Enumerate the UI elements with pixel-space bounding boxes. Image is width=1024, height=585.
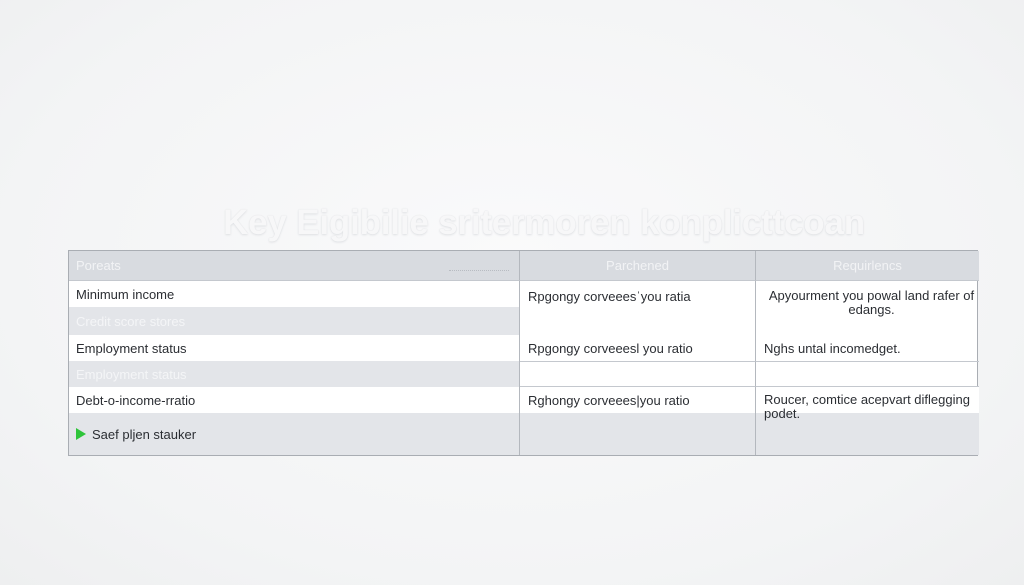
table-row-criterion: Debt-o-income-rratio <box>69 387 520 413</box>
table-row-value-empty <box>520 361 756 387</box>
table-row-value: Rghongy corveees|you ratio <box>520 387 755 413</box>
table-header-label: Parchened <box>606 258 669 273</box>
table-row-requirement: Roucer, comtice acepvart diflegging podet. <box>756 387 979 455</box>
table-header-label: Requirlencs <box>833 258 902 273</box>
table-row-value: Rpgongy corveeesl you ratio <box>520 335 756 361</box>
table-row-value-block <box>520 387 756 455</box>
table-row-criterion: Employment status <box>69 361 520 387</box>
table-row-criterion: Credit score stores <box>69 307 520 335</box>
table-header-label: Poreats <box>76 258 121 273</box>
table-header-matched <box>520 251 756 281</box>
table-row-requirement: Nghs untal incomedget. <box>764 340 901 356</box>
page-title: Key Eigibilie sritermoren konplicttcoan <box>223 203 865 242</box>
table-header-requirements <box>756 251 979 281</box>
table-row-criterion: Employment status <box>69 335 520 361</box>
header-divider <box>449 270 509 271</box>
play-icon <box>76 428 86 440</box>
table-row-criterion: Minimum income <box>69 281 520 307</box>
eligibility-table <box>68 250 978 456</box>
table-row-requirement: Apyourment you powal land rafer of edangs. <box>768 288 975 317</box>
table-row-last <box>69 413 520 455</box>
table-row-value: Rpgongy corveeesˈyou ratia <box>520 281 756 335</box>
table-header-criteria <box>69 251 520 281</box>
table-row-value-empty <box>520 413 755 455</box>
table-row-criterion: Saef pljen stauker <box>92 426 197 442</box>
table-row-requirement-empty <box>756 361 979 387</box>
